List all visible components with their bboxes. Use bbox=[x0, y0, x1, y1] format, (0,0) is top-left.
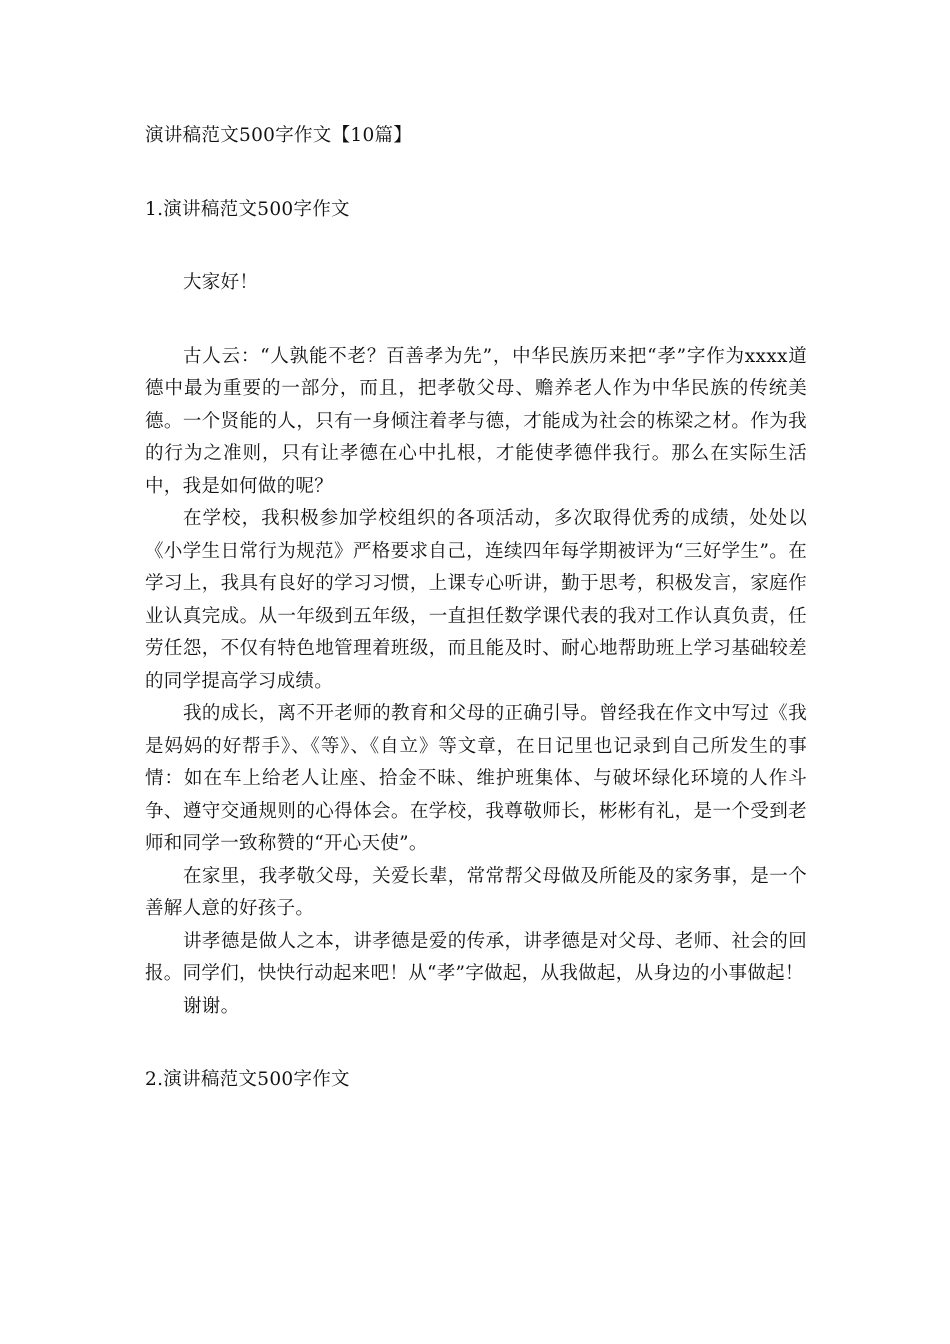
paragraph: 我的成长，离不开老师的教育和父母的正确引导。曾经我在作文中写过《我是妈妈的好帮手》、《等》、《自立》等文章，在日记里也记录到自己所发生的事情：如在车上给老人让座、拾金不昧、维护班集体、与破坏绿化环境的人作斗争、遵守交通规则的心得体会。在学校，我尊敬师长，彬彬有礼，是一个受到老师和同学一致称赞的“开心天使”。 bbox=[145, 703, 807, 854]
document-title: 演讲稿范文500字作文【10篇】 bbox=[145, 125, 413, 146]
paragraph: 在学校，我积极参加学校组织的各项活动，多次取得优秀的成绩，处处以《小学生日常行为规范》严格要求自己，连续四年每学期被评为“三好学生”。在学习上，我具有良好的学习习惯，上课专心听讲，勤于思考，积极发言，家庭作业认真完成。从一年级到五年级，一直担任数学课代表的我对工作认真负责，任劳任怨，不仅有特色地管理着班级，而且能及时、耐心地帮助班上学习基础较差的同学提高学习成绩。 bbox=[145, 508, 807, 692]
paragraph: 讲孝德是做人之本，讲孝德是爱的传承，讲孝德是对父母、老师、社会的回报。同学们，快快行动起来吧！从“孝”字做起，从我做起，从身边的小事做起！ bbox=[145, 930, 807, 984]
section-2 bbox=[145, 1064, 807, 1097]
paragraph: 古人云：“人孰能不老？百善孝为先”，中华民族历来把“孝”字作为xxxx道德中最为重要的一部分，而且，把孝敬父母、赡养老人作为中华民族的传统美德。一个贤能的人，只有一身倾注着孝与德，才能成为社会的栋梁之材。作为我的行为之准则，只有让孝德在心中扎根，才能使孝德伴我行。那么在实际生活中，我是如何做的呢？ bbox=[145, 345, 807, 497]
paragraph: 在家里，我孝敬父母，关爱长辈，常常帮父母做及所能及的家务事，是一个善解人意的好孩子。 bbox=[145, 865, 807, 919]
document-page bbox=[145, 120, 807, 1138]
greeting: 大家好！ bbox=[183, 272, 259, 293]
section-1 bbox=[145, 194, 807, 1024]
closing: 谢谢。 bbox=[183, 995, 240, 1017]
section-heading: 2.演讲稿范文500字作文 bbox=[145, 1069, 350, 1090]
section-heading: 1.演讲稿范文500字作文 bbox=[145, 198, 350, 220]
